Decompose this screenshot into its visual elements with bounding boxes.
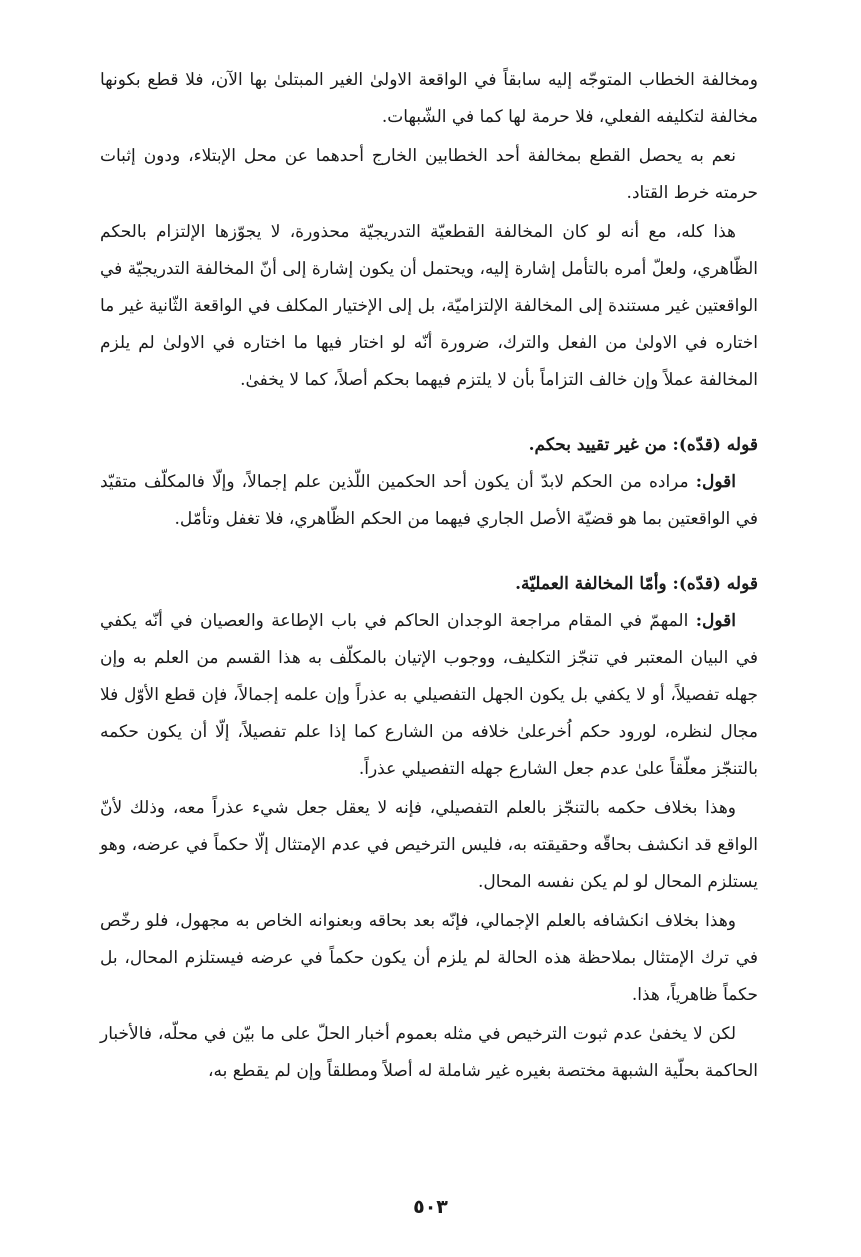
paragraph-2: نعم به يحصل القطع بمخالفة أحد الخطابين الخارج أحدهما عن محل الإبتلاء، ودون إثبات حرمته خرط القتاد. xyxy=(100,146,758,203)
section-2-body xyxy=(100,603,758,788)
section-2-heading: قوله (قدّه): وأمّا المخالفة العمليّة. xyxy=(515,574,758,594)
section-2-paragraph-4: لكن لا يخفىٰ عدم ثبوت الترخيص في مثله بعموم أخبار الحلّ على ما بيّن في محلّه، فالأخبار الحاكمة بحلّية الشبهة مختصة بغيره غير شاملة له أصلاً ومطلقاً وإن لم يقطع به، xyxy=(100,1024,758,1081)
section-spacer xyxy=(100,399,758,427)
page-content xyxy=(100,62,758,1090)
paragraph-1: ومخالفة الخطاب المتوجّه إليه سابقاً في الواقعة الاولىٰ الغير المبتلىٰ بها الآن، فلا قطع بكونها مخالفة لتكليفه الفعلي، فلا حرمة لها كما في الشّبهات. xyxy=(100,70,758,127)
section-1-text: مراده من الحكم لابدّ أن يكون أحد الحكمين اللّذين علم إجمالاً، وإلّا فالمكلّف متقيّد في الواقعتين بما هو قضيّة الأصل الجاري فيهما من الحكم الظّاهري، فلا تغفل وتأمّل. xyxy=(100,472,758,529)
section-spacer xyxy=(100,538,758,566)
section-2-paragraph-2: وهذا بخلاف حكمه بالتنجّز بالعلم التفصيلي، فإنه لا يعقل جعل شيء عذراً معه، وذلك لأنّ الواقع قد انكشف بحاقّه وحقيقته به، فليس الترخيص في عدم الإمتثال إلّا حكماً في عرضه، وهو يستلزم المحال لو لم يكن نفسه المحال. xyxy=(100,798,758,892)
paragraph-3: هذا كله، مع أنه لو كان المخالفة القطعيّة التدريجيّة محذورة، لا يجوّزها الإلتزام بالحكم الظّاهري، ولعلّ أمره بالتأمل إشارة إليه، ويحتمل أن يكون إشارة إلى أنّ المخالفة التدريجيّة في الواقعتين غير مستندة إلى المخالفة الإلتزاميّة، بل إلى الإختيار المكلف في الواقعة الثّانية غير ما اختاره في الاولىٰ من الفعل والترك، ضرورة أنّه لو اختار فيها ما اختاره في الاولىٰ لم يلزم المخالفة عملاً وإن خالف التزاماً بأن لا يلتزم فيهما بحكم أصلاً، كما لا يخفىٰ. xyxy=(100,222,758,390)
page-number: ٥٠٣ xyxy=(413,1196,448,1218)
section-2-lead: اقول: xyxy=(695,611,736,631)
section-1-lead: اقول: xyxy=(695,472,736,492)
section-1-heading: قوله (قدّه): من غير تقييد بحكم. xyxy=(528,435,758,455)
section-1-body xyxy=(100,464,758,538)
section-2-text: المهمّ في المقام مراجعة الوجدان الحاكم في باب الإطاعة والعصيان في أنّه يكفي في البيان المعتبر في تنجّز التكليف، ووجوب الإتيان بالمكلّف به هذا القسم من العلم به وإن جهله تفصيلاً، أو لا يكفي بل يكون الجهل التفصيلي به عذراً وإن علمه إجمالاً، فإن قطع الأوّل فلا مجال لنظره، لورود حكم اُخرعلىٰ خلافه من الشارع كما إذا علم تفصيلاً، إلّا أن يكون حكمه بالتنجّز معلّقاً علىٰ عدم جعل الشارع جهله التفصيلي عذراً. xyxy=(100,611,758,779)
section-2-paragraph-3: وهذا بخلاف انكشافه بالعلم الإجمالي، فإنّه بعد بحاقه وبعنوانه الخاص به مجهول، فلو رخّص في ترك الإمتثال بملاحظة هذه الحالة لم يلزم أن يكون حكماً في عرضه فيستلزم المحال، بل حكماً ظاهرياً، هذا. xyxy=(100,911,758,1005)
